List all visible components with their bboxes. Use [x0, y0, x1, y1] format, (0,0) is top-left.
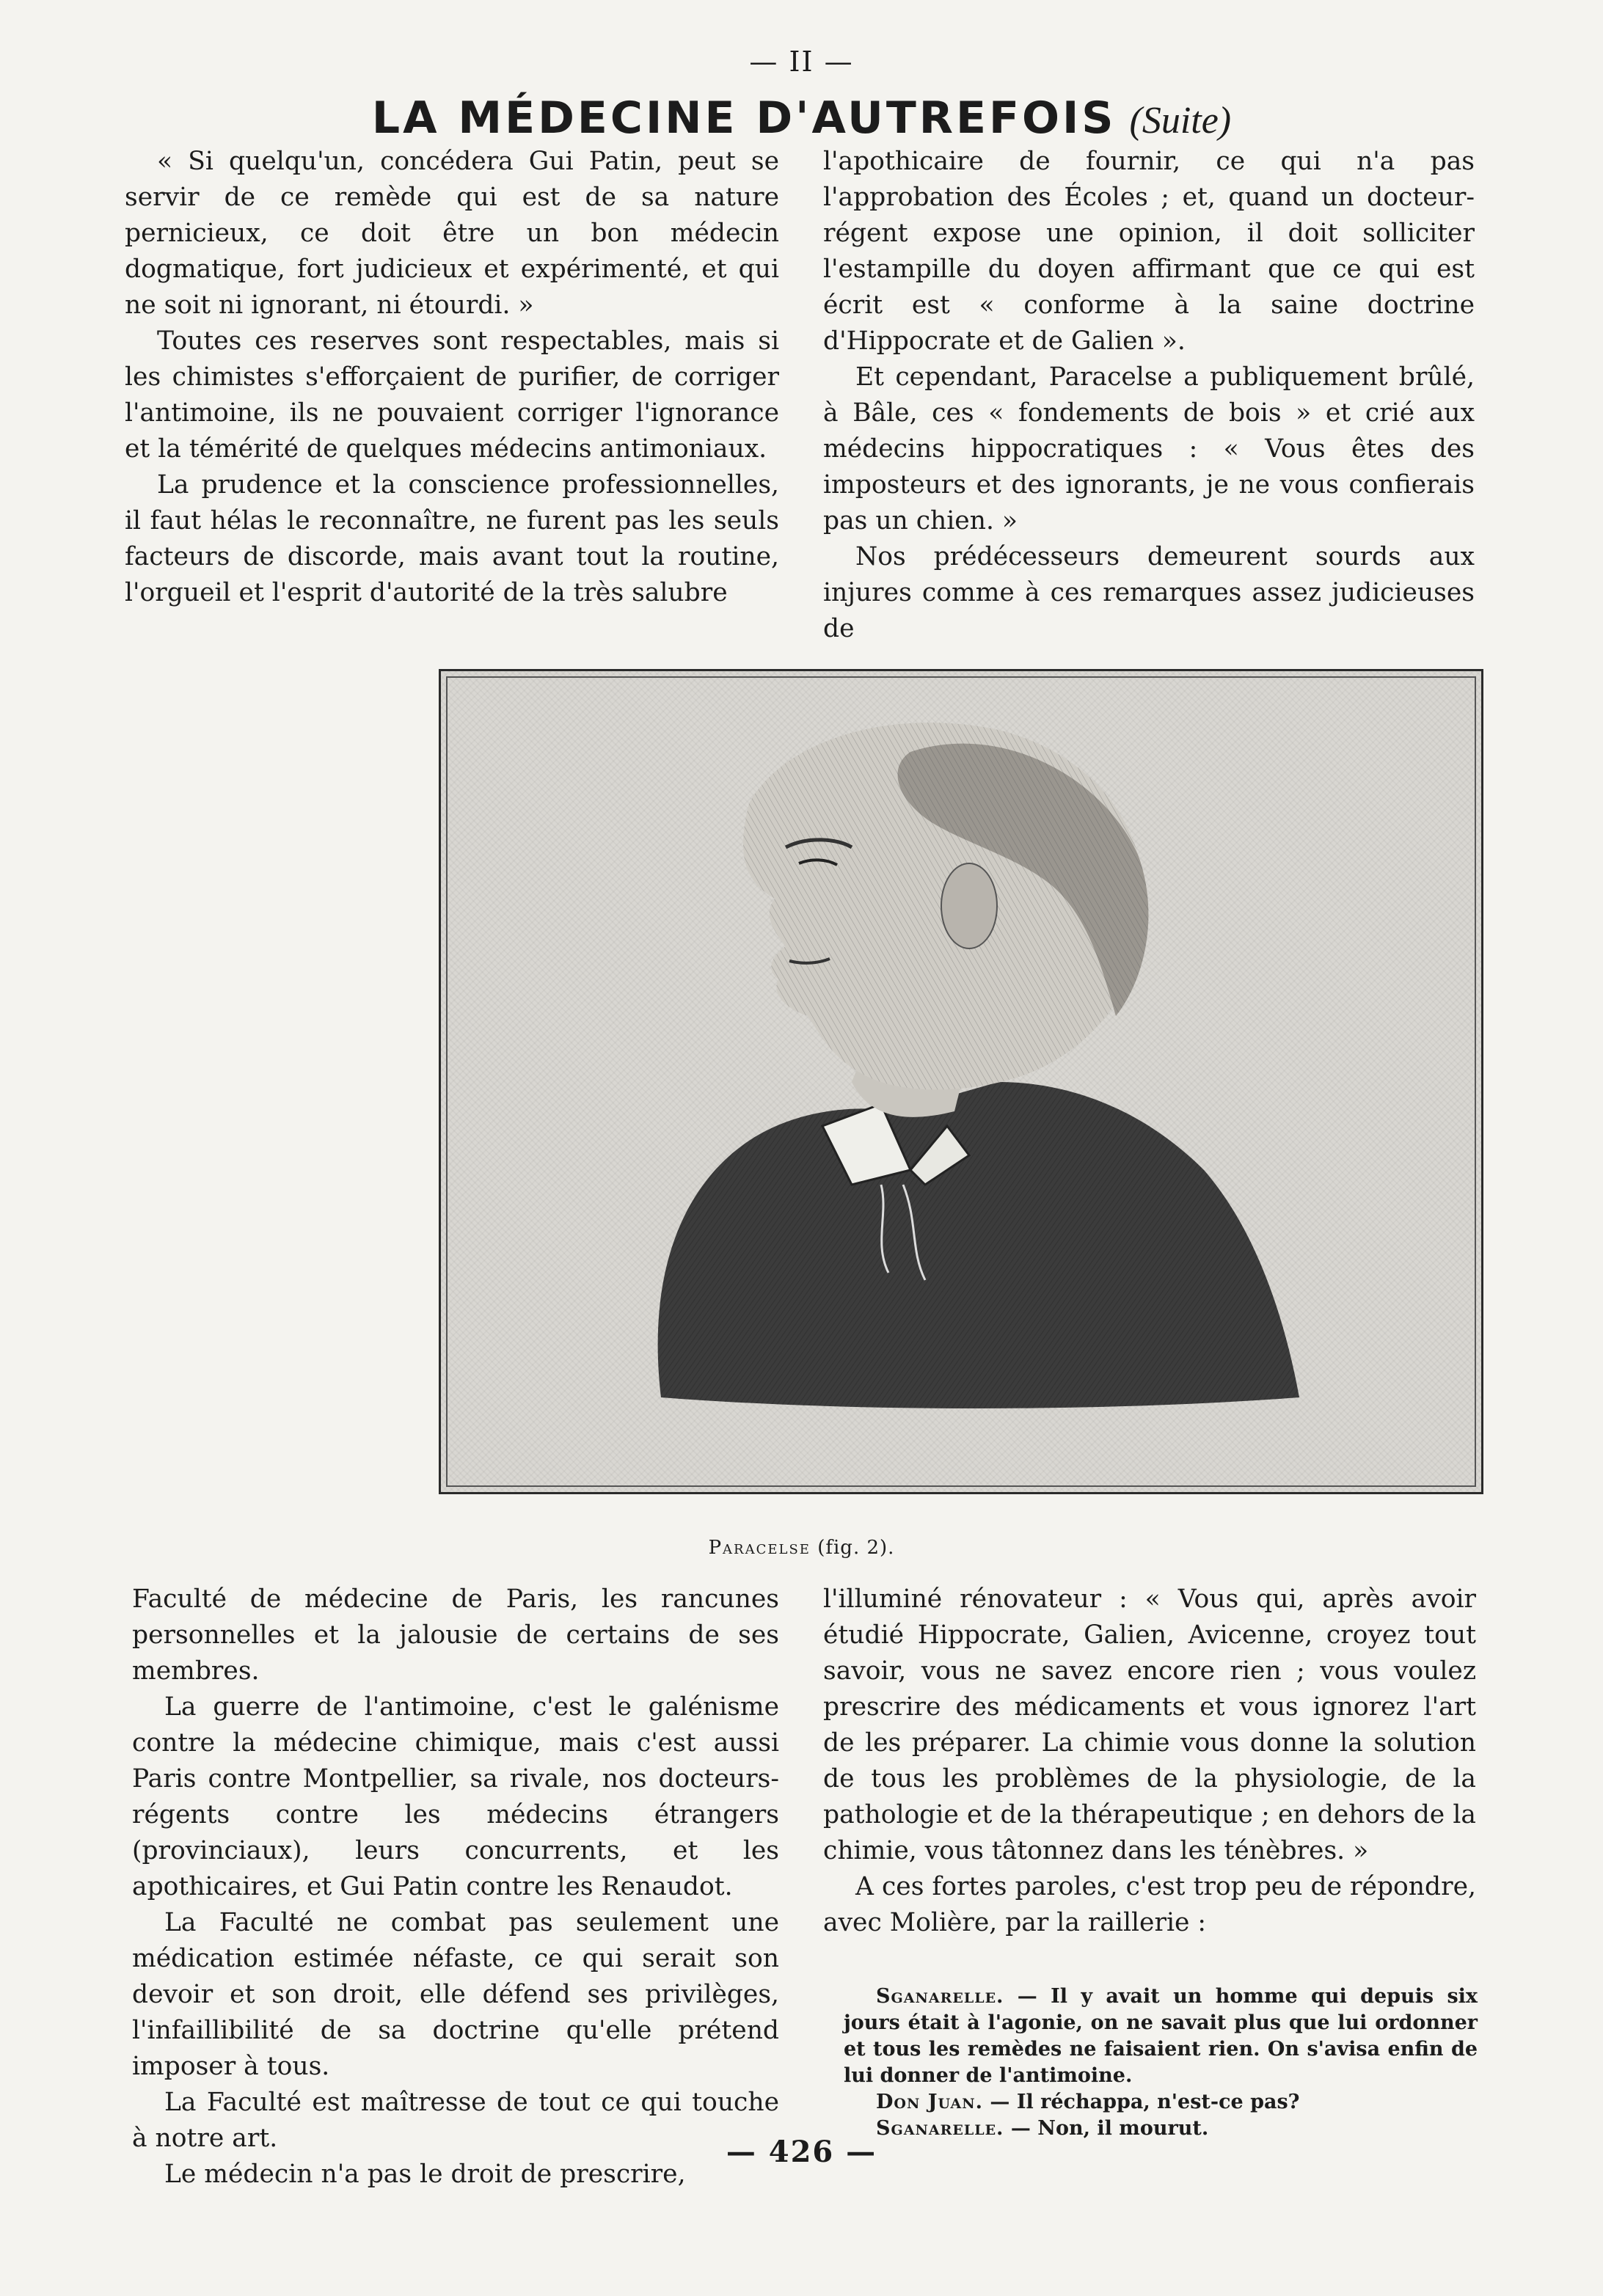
column-top-left — [125, 144, 779, 611]
page-footer-number: — 426 — — [726, 2135, 877, 2169]
article-title — [0, 92, 1603, 144]
dialogue-speaker: Sganarelle. — [876, 2117, 1004, 2140]
article-title-suite: (Suite) — [1129, 100, 1232, 142]
paragraph: « Si quelqu'un, concédera Gui Patin, peut se servir de ce remède qui est de sa nature pernicieux, ce doit être un bon médecin dogmatique, fort judicieux et expérimenté, et qui ne soit ni ignorant, ni étourdi. » — [125, 147, 779, 320]
paragraph: A ces fortes paroles, c'est trop peu de répondre, avec Molière, par la raillerie : — [823, 1872, 1476, 1937]
paragraph: La guerre de l'antimoine, c'est le galénisme contre la médecine chimique, mais c'est aussi Paris contre Montpellier, sa rivale, nos docteurs-régents contre les médecins étrangers (provinciaux), leurs concurrents, et les apothicaires, et Gui Patin contre les Renaudot. — [132, 1692, 779, 1901]
paracelsus-portrait-illustration — [441, 671, 1481, 1492]
paragraph: Nos prédécesseurs demeurent sourds aux injures comme à ces remarques assez judicieuses de — [823, 542, 1475, 643]
paragraph: La Faculté est maîtresse de tout ce qui touche à notre art. — [132, 2088, 779, 2153]
paragraph: Le médecin n'a pas le droit de prescrire, — [164, 2160, 686, 2189]
column-bottom-left — [132, 1582, 779, 2193]
paragraph: l'illuminé rénovateur : « Vous qui, après avoir étudié Hippocrate, Galien, Avicenne, croyez tout savoir, vous ne savez encore rien ; vous voulez prescrire des médicaments et vous ignorez l'art de les préparer. La chimie vous donne la solution de tous les problèmes de la physiologie, de la pathologie et de la thérapeutique ; en dehors de la chimie, vous tâtonnez dans les ténèbres. » — [823, 1584, 1476, 1865]
dialogue-speaker: Sganarelle. — [876, 1985, 1004, 2008]
column-top-right — [823, 144, 1475, 647]
article-title-main: LA MÉDECINE D'AUTREFOIS — [371, 92, 1117, 144]
column-bottom-right — [823, 1582, 1476, 1941]
dialogue-speaker: Don Juan. — [876, 2091, 984, 2113]
paragraph: l'apothicaire de fournir, ce qui n'a pas l'approbation des Écoles ; et, quand un docteur-régent expose une opinion, il doit solliciter l'estampille du doyen affirmant que ce qui est écrit est « conforme à la saine doctrine d'Hippocrate et de Galien ». — [823, 147, 1475, 356]
ear-shape — [941, 863, 997, 948]
paragraph: Faculté de médecine de Paris, les rancunes personnelles et la jalousie de certains de ses membres. — [132, 1584, 779, 1686]
dialogue-text: — Non, il mourut. — [1010, 2117, 1209, 2140]
moliere-dialogue — [844, 1984, 1478, 2142]
caption-fig: (fig. 2). — [817, 1537, 895, 1559]
page-header-number: — II — — [749, 45, 854, 78]
caption-name: Paracelse — [708, 1537, 811, 1559]
paragraph: Et cependant, Paracelse a publiquement brûlé, à Bâle, ces « fondements de bois » et crié aux médecins hippocratiques : « Vous êtes des imposteurs et des ignorants, je ne vous confierais pas un chien. » — [823, 362, 1475, 535]
dialogue-line — [844, 2089, 1478, 2116]
dialogue-text: — Il réchappa, n'est-ce pas? — [990, 2091, 1300, 2113]
paragraph: La prudence et la conscience professionnelles, il faut hélas le reconnaître, ne furent pas les seuls facteurs de discorde, mais avant tout la routine, l'orgueil et l'esprit d'autorité de la très salubre — [125, 470, 779, 607]
paragraph: Toutes ces reserves sont respectables, mais si les chimistes s'efforçaient de purifier, de corriger l'antimoine, ils ne pouvaient corriger l'ignorance et la témérité de quelques médecins antimoniaux. — [125, 326, 779, 464]
figure-caption — [0, 1537, 1603, 1559]
dialogue-text: — Il y avait un homme qui depuis six jours était à l'agonie, on ne savait plus que lui ordonner et tous les remèdes ne faisaient rien. On s'avisa enfin de lui donner de l'antimoine. — [844, 1985, 1478, 2087]
paragraph: La Faculté ne combat pas seulement une médication estimée néfaste, ce qui serait son devoir et son droit, elle défend ses privilèges, l'infaillibilité de sa doctrine qu'elle prétend imposer à tous. — [132, 1908, 779, 2081]
dialogue-line — [844, 1984, 1478, 2089]
portrait-figure — [439, 669, 1483, 1494]
